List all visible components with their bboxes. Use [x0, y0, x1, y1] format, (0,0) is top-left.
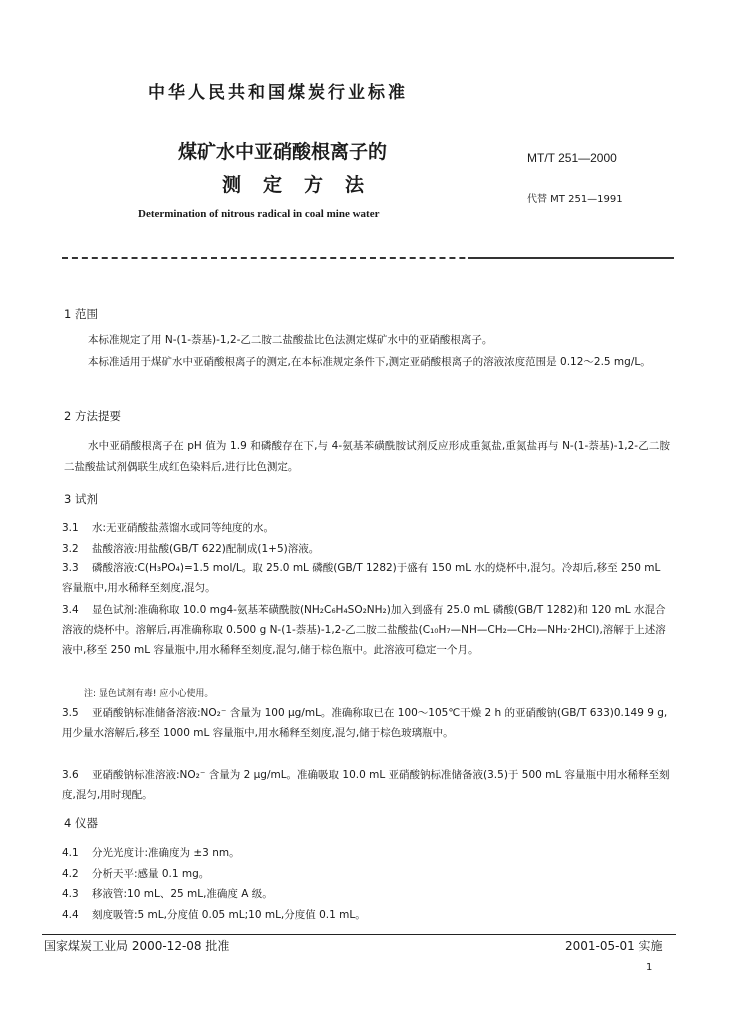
safety-note: 注: 显色试剂有毒! 应小心使用。: [84, 689, 214, 699]
document-title-line1: 煤矿水中亚硝酸根离子的: [178, 141, 388, 163]
item-text: 水:无亚硝酸盐蒸馏水或同等纯度的水。: [92, 522, 275, 534]
item-text: 磷酸溶液:C(H₃PO₄)=1.5 mol/L。取 25.0 mL 磷酸(GB/T 1282)于盛有 150 mL 水的烧杯中,混匀。冷却后,移至 250 mL 容量瓶中,用水稀释至刻度,混匀。: [62, 562, 661, 594]
item-number: 4.2: [62, 868, 79, 880]
section-1-paragraph-1: 本标准规定了用 N-(1-萘基)-1,2-乙二胺二盐酸盐比色法测定煤矿水中的亚硝酸根离子。: [88, 334, 493, 346]
item-text: 显色试剂:准确称取 10.0 mg4-氨基苯磺酰胺(NH₂C₆H₄SO₂NH₂)加入到盛有 25.0 mL 磷酸(GB/T 1282)和 120 mL 水混合溶液的烧杯中。溶解后,再准确称取 0.500 g N-(1-萘基)-1,2-乙二胺二盐酸盐(C₁₀H₇—NH—CH₂—CH₂—NH₂·2HCl),溶解于上述溶液中,移至 250 mL 容量瓶中,用水稀释至刻度,混匀,储于棕色瓶中。此溶液可稳定一个月。: [62, 604, 666, 656]
item-number: 4.1: [62, 847, 79, 859]
section-2-paragraph-1: 水中亚硝酸根离子在 pH 值为 1.9 和磷酸存在下,与 4-氨基苯磺酰胺试剂反应形成重氮盐,重氮盐再与 N-(1-萘基)-1,2-乙二胺二盐酸盐试剂偶联生成红色染料后,进行比色测定。: [64, 440, 670, 473]
item-number: 3.2: [62, 543, 79, 555]
list-item: [62, 905, 672, 925]
footer-divider: [42, 934, 676, 935]
list-item: [62, 703, 672, 743]
approval-date: 国家煤炭工业局 2000-12-08 批准: [44, 939, 230, 953]
industry-heading: 中华人民共和国煤炭行业标准: [148, 83, 408, 103]
item-number: 3.4: [62, 604, 79, 616]
list-item: [62, 864, 672, 884]
section-4-title: 4 仪器: [64, 816, 98, 830]
list-item: [62, 558, 672, 598]
item-text: 移液管:10 mL、25 mL,准确度 A 级。: [92, 888, 273, 900]
item-number: 3.3: [62, 562, 79, 574]
list-item: [62, 884, 672, 904]
item-number: 3.6: [62, 769, 79, 781]
item-text: 分光光度计:准确度为 ±3 nm。: [92, 847, 240, 859]
item-text: 亚硝酸钠标准储备溶液:NO₂⁻ 含量为 100 μg/mL。准确称取已在 100～105℃干燥 2 h 的亚硝酸钠(GB/T 633)0.149 9 g,用少量水溶解后,移至 1000 mL 容量瓶中,用水稀释至刻度,混匀,储于棕色玻璃瓶中。: [62, 707, 668, 739]
standard-code: MT/T 251—2000: [527, 151, 617, 165]
document-title-line2: 测定方法: [222, 174, 387, 196]
page-number: 1: [646, 962, 653, 973]
implementation-date: 2001-05-01 实施: [565, 939, 663, 953]
list-item: [62, 539, 672, 559]
list-item: [62, 843, 672, 863]
item-number: 4.4: [62, 909, 79, 921]
list-item: [62, 600, 672, 660]
item-text: 亚硝酸钠标准溶液:NO₂⁻ 含量为 2 μg/mL。准确吸取 10.0 mL 亚硝酸钠标准储备液(3.5)于 500 mL 容量瓶中用水稀释至刻度,混匀,用时现配。: [62, 769, 670, 801]
section-3-title: 3 试剂: [64, 492, 98, 506]
item-text: 分析天平:感量 0.1 mg。: [92, 868, 210, 880]
english-title: Determination of nitrous radical in coal mine water: [138, 208, 380, 220]
item-number: 4.3: [62, 888, 79, 900]
list-item: [62, 765, 672, 805]
section-1-paragraph-2: 本标准适用于煤矿水中亚硝酸根离子的测定,在本标准规定条件下,测定亚硝酸根离子的溶液浓度范围是 0.12～2.5 mg/L。: [88, 356, 651, 368]
header-divider-solid: [468, 257, 674, 259]
item-number: 3.5: [62, 707, 79, 719]
replaces-note: 代替 MT 251—1991: [527, 194, 623, 205]
item-text: 盐酸溶液:用盐酸(GB/T 622)配制成(1+5)溶液。: [92, 543, 320, 555]
item-number: 3.1: [62, 522, 79, 534]
list-item: [62, 518, 672, 538]
section-2-title: 2 方法提要: [64, 409, 121, 423]
item-text: 刻度吸管:5 mL,分度值 0.05 mL;10 mL,分度值 0.1 mL。: [92, 909, 366, 921]
section-1-title: 1 范围: [64, 307, 98, 321]
